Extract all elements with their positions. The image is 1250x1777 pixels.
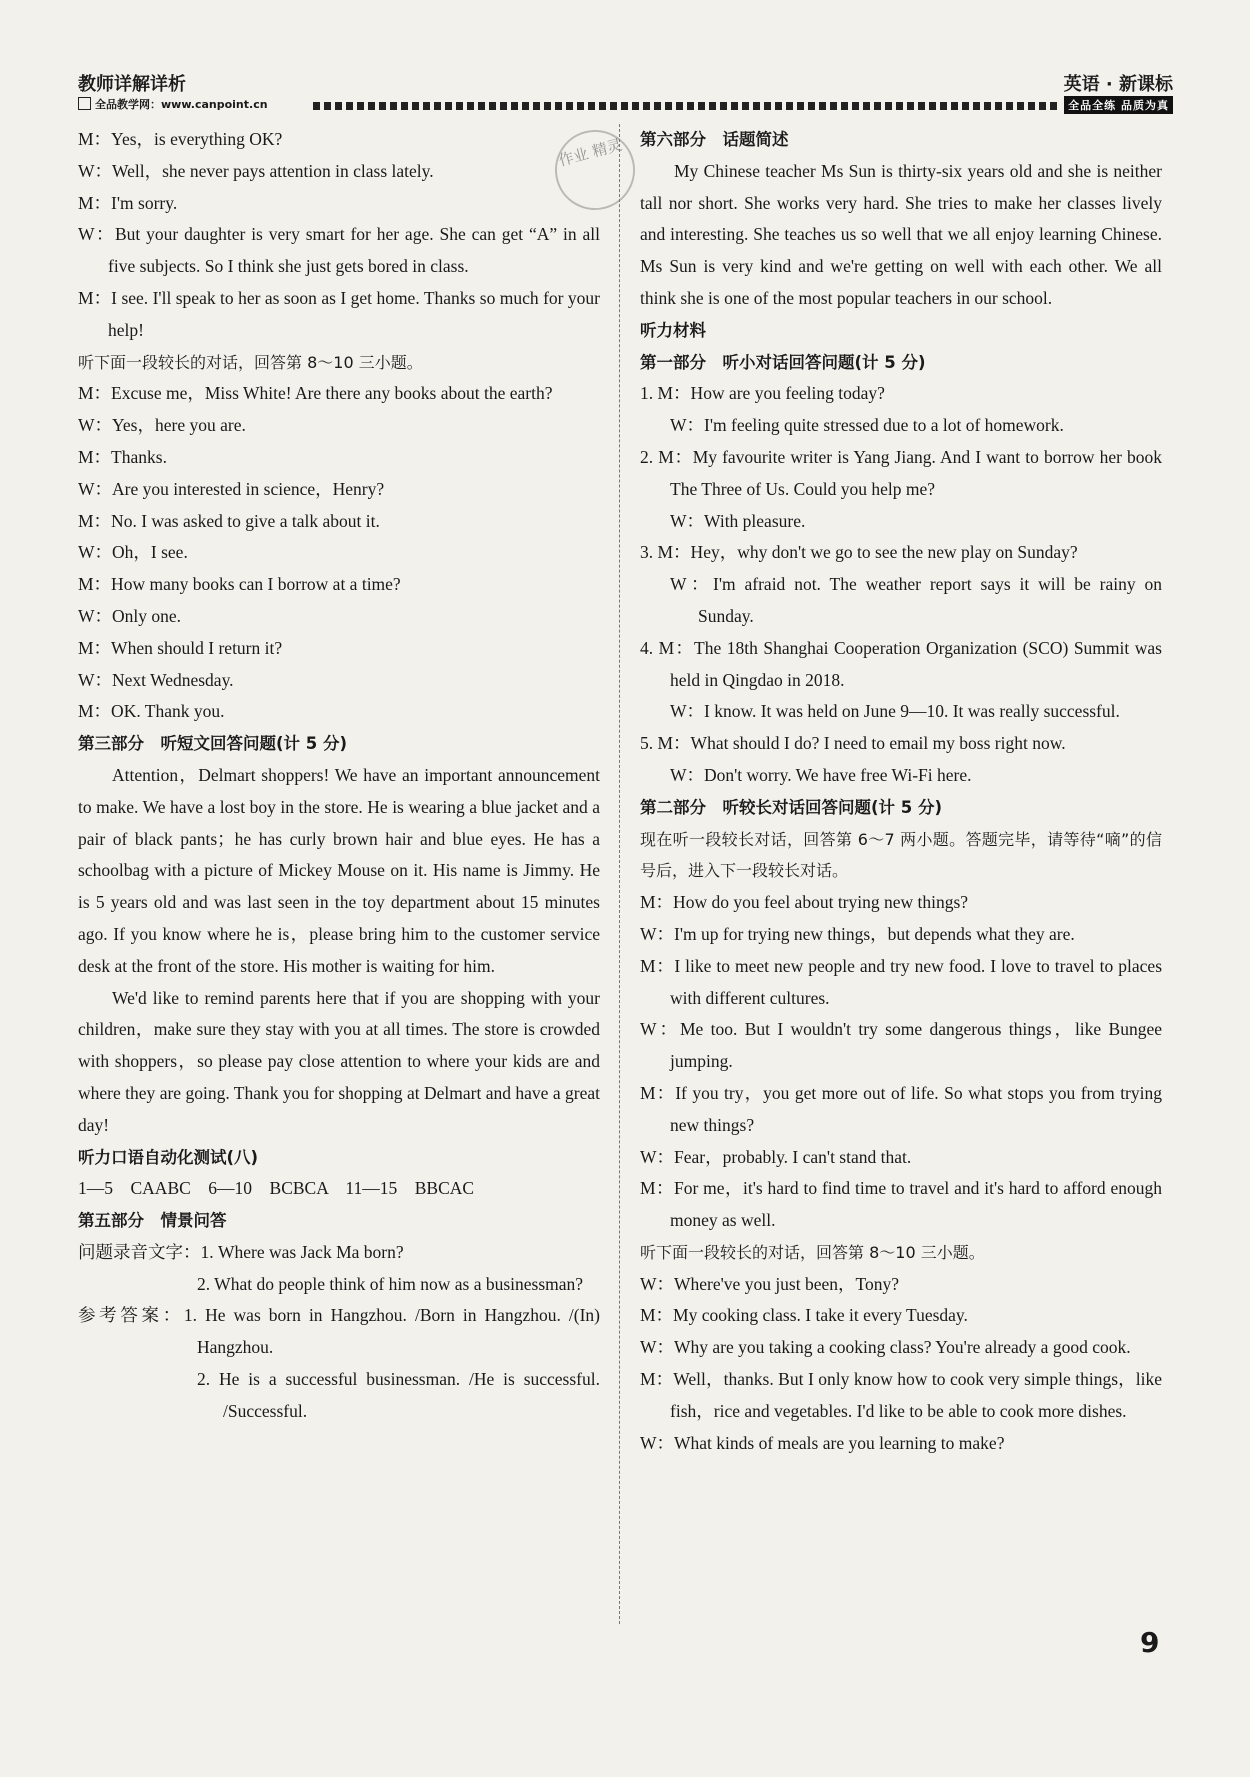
right-text-line: W：Why are you taking a cooking class? You're already a good cook. — [640, 1337, 1131, 1358]
right-text-line: M：My cooking class. I take it every Tuesday. — [640, 1305, 968, 1326]
left-text-line: 第三部分 听短文回答问题(计 5 分) — [78, 734, 348, 754]
right-text-line: 现在听一段较长对话，回答第 6～7 两小题。答题完毕，请等待“嘀”的信号后，进入下一段较长对话。 — [640, 829, 1162, 881]
left-text-line: 问题录音文字：1. Where was Jack Ma born? — [78, 1241, 404, 1262]
right-text-line: W：Me too. But I wouldn't try some dangerous things，like Bungee jumping. — [640, 1019, 1162, 1072]
right-text-line: 第六部分 话题简述 — [640, 130, 789, 149]
left-text-line: W：Are you interested in science，Henry? — [78, 478, 385, 499]
left-text-line: W：Oh，I see. — [78, 542, 188, 563]
left-text-line: 参考答案：1. He was born in Hangzhou. /Born in Hangzhou. /(In) Hangzhou. — [78, 1305, 600, 1358]
right-text-line: W：Where've you just been，Tony? — [640, 1273, 899, 1294]
header-brand-badge: 全品全练 品质为真 — [1064, 96, 1173, 114]
left-text-line: 1—5 CAABC 6—10 BCBCA 11—15 BBCAC — [78, 1178, 475, 1199]
header-website — [78, 96, 268, 112]
left-text-line: M：Yes，is everything OK? — [78, 129, 283, 149]
left-text-line: W：But your daughter is very smart for her age. She can get “A” in all five subjects. So I think she just gets bored in class. — [78, 224, 600, 277]
right-text-line: 听力材料 — [640, 320, 706, 340]
header-left-title: 教师详解详析 — [78, 74, 186, 95]
right-text-line: 5. M：What should I do? I need to email my boss right now. — [640, 733, 1066, 754]
page-number: 9 — [1140, 1626, 1160, 1659]
left-text-line: 2. He is a successful businessman. /He is successful. /Successful. — [197, 1369, 600, 1421]
right-text-line: 第一部分 听小对话回答问题(计 5 分) — [640, 352, 926, 372]
column-divider — [619, 124, 620, 1624]
right-text-line: M：How do you feel about trying new things? — [640, 892, 969, 913]
left-text-line: M：How many books can I borrow at a time? — [78, 574, 401, 595]
left-text-line: We'd like to remind parents here that if you are shopping with your children，make sure they stay with you at all times. The store is crowded with shoppers，so please pay close attention to where your kids are and where they are going. Thank you for shopping at Delmart and have a great day! — [78, 987, 600, 1135]
left-text-line: 2. What do people think of him now as a businessman? — [197, 1273, 584, 1294]
right-column — [640, 124, 1162, 1459]
right-text-line: W：What kinds of meals are you learning to make? — [640, 1432, 1005, 1453]
left-text-line: M：Thanks. — [78, 446, 167, 467]
right-text-line: 4. M：The 18th Shanghai Cooperation Organization (SCO) Summit was held in Qingdao in 2018. — [640, 637, 1162, 690]
left-text-line: M：OK. Thank you. — [78, 701, 225, 722]
right-text-line: W：I know. It was held on June 9—10. It was really successful. — [670, 701, 1120, 722]
left-column — [78, 124, 600, 1428]
right-text-line: W：I'm feeling quite stressed due to a lot of homework. — [670, 415, 1064, 436]
page-header — [78, 68, 1173, 116]
header-subject-title: 英语 · 新课标 — [1063, 74, 1173, 95]
right-text-line: 1. M：How are you feeling today? — [640, 383, 885, 404]
right-text-line: M：Well，thanks. But I only know how to cook very simple things，like fish，rice and vegetables. I'd like to be able to cook more dishes. — [640, 1369, 1162, 1421]
right-text-line: W：With pleasure. — [670, 510, 806, 531]
left-text-line: M：I'm sorry. — [78, 192, 178, 213]
header-dash-rule — [313, 102, 1058, 110]
right-text-line: M：If you try，you get more out of life. So what stops you from trying new things? — [640, 1082, 1162, 1135]
left-text-line: W：Only one. — [78, 605, 182, 626]
left-text-line: 第五部分 情景问答 — [78, 1211, 227, 1231]
site-logo-icon — [78, 97, 91, 110]
right-text-line: M：I like to meet new people and try new food. I love to travel to places with different cultures. — [640, 955, 1162, 1008]
left-text-line: 听下面一段较长的对话，回答第 8～10 三小题。 — [78, 352, 423, 372]
header-website-text: 全品教学网：www.canpoint.cn — [95, 98, 268, 111]
right-text-line: W：I'm up for trying new things，but depends what they are. — [640, 923, 1075, 944]
left-text-line: W：Yes，here you are. — [78, 415, 246, 436]
left-text-line: W：Well，she never pays attention in class lately. — [78, 160, 434, 181]
right-text-line: 3. M：Hey，why don't we go to see the new play on Sunday? — [640, 542, 1078, 563]
homework-stamp: 作业 精灵 — [546, 121, 644, 219]
left-text-line: W：Next Wednesday. — [78, 669, 234, 690]
right-text-line: 听下面一段较长的对话，回答第 8～10 三小题。 — [640, 1242, 985, 1262]
left-text-line: M：I see. I'll speak to her as soon as I get home. Thanks so much for your help! — [78, 287, 600, 340]
right-text-line: M：For me，it's hard to find time to travel and it's hard to afford enough money as well. — [640, 1178, 1162, 1231]
left-text-line: 听力口语自动化测试(八) — [78, 1147, 259, 1167]
left-text-line: M：No. I was asked to give a talk about it. — [78, 510, 380, 531]
right-text-line: W：Fear，probably. I can't stand that. — [640, 1146, 912, 1167]
left-text-line: M：Excuse me，Miss White! Are there any books about the earth? — [78, 383, 553, 404]
right-text-line: 2. M：My favourite writer is Yang Jiang. And I want to borrow her book The Three of Us. Could you help me? — [640, 446, 1162, 499]
right-text-line: W：Don't worry. We have free Wi-Fi here. — [670, 764, 972, 785]
right-text-line: W：I'm afraid not. The weather report says it will be rainy on Sunday. — [670, 574, 1162, 626]
left-text-line: Attention，Delmart shoppers! We have an important announcement to make. We have a lost boy in the store. He is wearing a blue jacket and a pair of black pants；he has curly brown hair and blue eyes. He has a schoolbag with a picture of Mickey Mouse on it. His name is Jimmy. He is 5 years old and was last seen in the toy department about 15 minutes ago. If you know where he is，please bring him to the customer service desk at the front of the store. His mother is waiting for him. — [78, 764, 600, 976]
right-text-line: My Chinese teacher Ms Sun is thirty-six years old and she is neither tall nor short. She works very hard. She tries to make her classes lively and interesting. She teaches us so well that we all enjoy learning Chinese. Ms Sun is very kind and we're getting on well with each other. We all think she is one of the most popular teachers in our school. — [640, 160, 1162, 308]
right-text-line: 第二部分 听较长对话回答问题(计 5 分) — [640, 797, 943, 817]
left-text-line: M：When should I return it? — [78, 637, 283, 658]
